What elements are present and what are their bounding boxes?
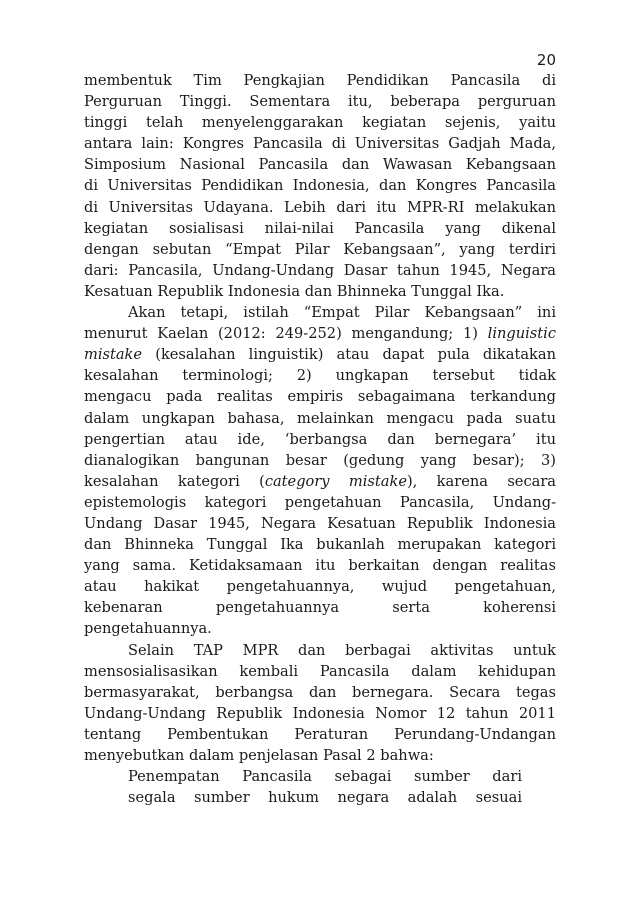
text-line: dari: Pancasila, Undang-Undang Dasar tahun 1945, Negara: [84, 261, 556, 279]
italic-term: mistake: [84, 346, 143, 364]
text-line: kebenaran pengetahuannya serta koherensi: [84, 599, 556, 617]
text-line: dengan sebutan “Empat Pilar Kebangsaan”, yang terdiri: [84, 240, 556, 258]
text-line: menurut Kaelan (2012: 249-252) mengandung; 1) linguistic: [84, 325, 556, 343]
text-line: kegiatan sosialisasi nilai-nilai Pancasila yang dikenal: [84, 219, 556, 237]
text-line: antara lain: Kongres Pancasila di Universitas Gadjah Mada,: [84, 135, 556, 153]
text-line: yang sama. Ketidaksamaan itu berkaitan dengan realitas: [84, 557, 556, 575]
italic-term: linguistic: [487, 325, 556, 343]
text-line: di Universitas Udayana. Lebih dari itu MPR-RI melakukan: [84, 198, 556, 216]
text-line: membentuk Tim Pengkajian Pendidikan Pancasila di: [84, 72, 556, 89]
text-line: mengacu pada realitas empiris sebagaimana terkandung: [84, 388, 556, 406]
block-quote-line: segala sumber hukum negara adalah sesuai: [128, 789, 522, 807]
text-line: mensosialisasikan kembali Pancasila dalam kehidupan: [84, 662, 556, 680]
text-line: kesalahan terminologi; 2) ungkapan tersebut tidak: [84, 367, 556, 385]
italic-term: category mistake: [264, 472, 407, 490]
body-text: [84, 70, 556, 808]
text-line: Simposium Nasional Pancasila dan Wawasan Kebangsaan: [84, 156, 556, 174]
text-line: Kesatuan Republik Indonesia dan Bhinneka Tunggal Ika.: [84, 282, 505, 300]
block-quote-line: Penempatan Pancasila sebagai sumber dari: [128, 768, 522, 786]
text-line: epistemologis kategori pengetahuan Pancasila, Undang-: [84, 493, 556, 511]
text-line: di Universitas Pendidikan Indonesia, dan Kongres Pancasila: [84, 177, 556, 195]
text-line: tentang Pembentukan Peraturan Perundang-Undangan: [84, 725, 556, 743]
text-line: pengetahuannya.: [84, 620, 212, 638]
text-line: atau hakikat pengetahuannya, wujud pengetahuan,: [84, 578, 556, 596]
paragraph-first-line: Selain TAP MPR dan berbagai aktivitas untuk: [128, 641, 556, 659]
paragraph-first-line: Akan tetapi, istilah “Empat Pilar Kebangsaan” ini: [128, 304, 556, 322]
text-line: pengertian atau ide, ‘berbangsa dan bernegara’ itu: [84, 430, 556, 448]
page-number: 20: [536, 51, 556, 69]
text-line: dan Bhinneka Tunggal Ika bukanlah merupakan kategori: [84, 536, 556, 554]
text-line: menyebutkan dalam penjelasan Pasal 2 bahwa:: [84, 747, 434, 764]
text-line: mistake (kesalahan linguistik) atau dapat pula dikatakan: [84, 346, 556, 364]
text-line: dianalogikan bangunan besar (gedung yang besar); 3): [84, 451, 556, 469]
text-line: Perguruan Tinggi. Sementara itu, beberapa perguruan: [84, 93, 556, 111]
text-line: dalam ungkapan bahasa, melainkan mengacu pada suatu: [84, 409, 556, 427]
text-line: Undang Dasar 1945, Negara Kesatuan Republik Indonesia: [84, 514, 556, 532]
text-line: tinggi telah menyelenggarakan kegiatan sejenis, yaitu: [84, 114, 556, 132]
text-line: bermasyarakat, berbangsa dan bernegara. Secara tegas: [84, 683, 556, 701]
text-line: kesalahan kategori (category mistake), karena secara: [84, 472, 556, 490]
text-line: Undang-Undang Republik Indonesia Nomor 12 tahun 2011: [84, 704, 556, 722]
